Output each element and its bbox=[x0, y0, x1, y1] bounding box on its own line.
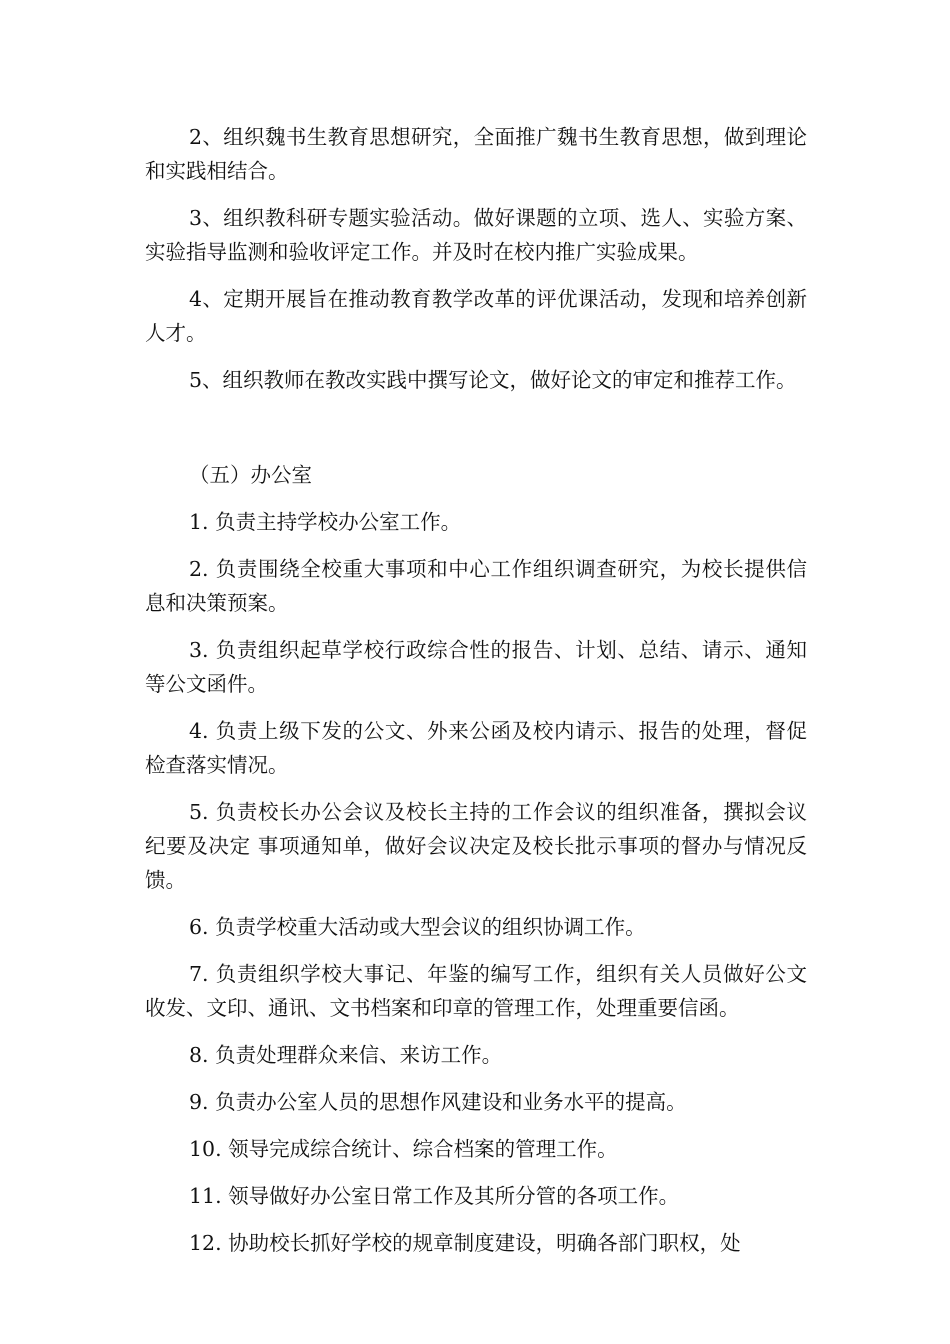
office-duty-10: 10. 领导完成综合统计、综合档案的管理工作。 bbox=[189, 1137, 618, 1161]
office-duty-8: 8. 负责处理群众来信、来访工作。 bbox=[189, 1043, 503, 1067]
office-duty-11: 11. 领导做好办公室日常工作及其所分管的各项工作。 bbox=[189, 1184, 680, 1208]
office-duty-5: 5. 负责校长办公会议及校长主持的工作会议的组织准备，撰拟会议纪要及决定 事项通知单，做好会议决定及校长批示事项的督办与情况反馈。 bbox=[145, 800, 807, 892]
document-body bbox=[145, 120, 807, 1273]
section-heading-office: （五）办公室 bbox=[189, 463, 312, 487]
paragraph-item-2: 2、组织魏书生教育思想研究，全面推广魏书生教育思想，做到理论和实践相结合。 bbox=[145, 125, 807, 183]
paragraph-item-4: 4、定期开展旨在推动教育教学改革的评优课活动，发现和培养创新人才。 bbox=[145, 287, 807, 345]
office-duty-2: 2. 负责围绕全校重大事项和中心工作组织调查研究，为校长提供信息和决策预案。 bbox=[145, 557, 807, 615]
office-duty-7: 7. 负责组织学校大事记、年鉴的编写工作，组织有关人员做好公文收发、文印、通讯、文书档案和印章的管理工作，处理重要信函。 bbox=[145, 962, 807, 1020]
office-duty-4: 4. 负责上级下发的公文、外来公函及校内请示、报告的处理，督促检查落实情况。 bbox=[145, 719, 807, 777]
office-duty-6: 6. 负责学校重大活动或大型会议的组织协调工作。 bbox=[189, 915, 646, 939]
office-duty-1: 1. 负责主持学校办公室工作。 bbox=[189, 510, 462, 534]
office-duty-12: 12. 协助校长抓好学校的规章制度建设，明确各部门职权，处 bbox=[189, 1231, 741, 1255]
office-duty-9: 9. 负责办公室人员的思想作风建设和业务水平的提高。 bbox=[189, 1090, 687, 1114]
paragraph-item-5: 5、组织教师在教改实践中撰写论文，做好论文的审定和推荐工作。 bbox=[189, 368, 797, 392]
office-duty-3: 3. 负责组织起草学校行政综合性的报告、计划、总结、请示、通知等公文函件。 bbox=[145, 638, 807, 696]
paragraph-item-3: 3、组织教科研专题实验活动。做好课题的立项、选人、实验方案、实验指导监测和验收评定工作。并及时在校内推广实验成果。 bbox=[145, 206, 807, 264]
